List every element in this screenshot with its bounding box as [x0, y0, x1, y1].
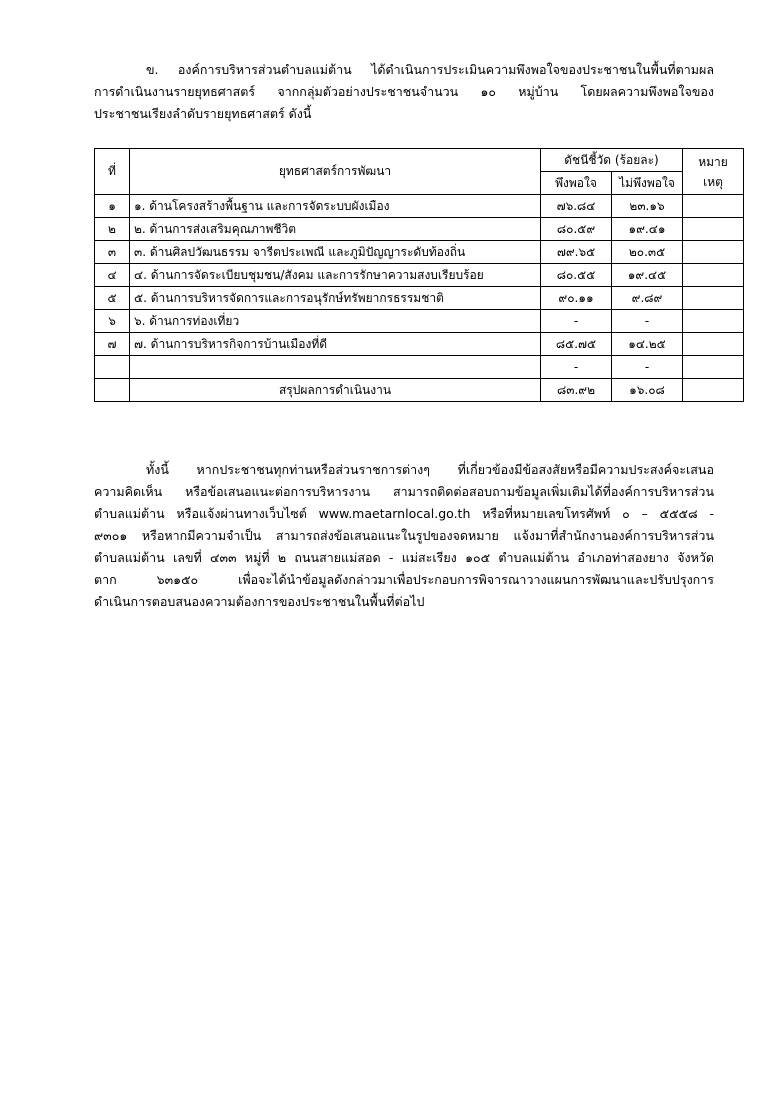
- row-no: ๖: [95, 310, 130, 333]
- table-row: [95, 264, 744, 287]
- row-strategy: [130, 356, 541, 379]
- row-note: [683, 241, 744, 264]
- closing-line: ดำเนินการตอบสนองความต้องการของประชาชนในพื้นที่ต่อไป: [94, 594, 425, 609]
- closing-line: ทั้งนี้ หากประชาชนทุกท่านหรือส่วนราชการต่างๆ ที่เกี่ยวข้องมีข้อสงสัยหรือมีความประสงค์จะเสนอ: [146, 462, 714, 477]
- header-strategy: ยุทธศาสตร์การพัฒนา: [130, 149, 541, 195]
- row-strategy: ๗. ด้านการบริหารกิจการบ้านเมืองที่ดี: [130, 333, 541, 356]
- row-unsatisfied: ๑๔.๒๕: [612, 333, 683, 356]
- row-satisfied: ๘๐.๕๕: [541, 264, 612, 287]
- intro-paragraph: [94, 59, 714, 125]
- intro-line: ข. องค์การบริหารส่วนตำบลแม่ต้าน ได้ดำเนินการประเมินความพึงพอใจของประชาชนในพื้นที่ตามผล: [146, 62, 714, 77]
- row-unsatisfied: -: [612, 310, 683, 333]
- summary-row: [95, 379, 744, 402]
- row-no: ๒: [95, 218, 130, 241]
- closing-line: ตำบลแม่ต้าน เลขที่ ๔๓๓ หมู่ที่ ๒ ถนนสายแม่สอด - แม่สะเรียง ๑๐๕ ตำบลแม่ต้าน อำเภอท่าสองยาง จังหวัด: [94, 550, 714, 565]
- summary-label: สรุปผลการดำเนินงาน: [130, 379, 541, 402]
- row-unsatisfied: ๒๓.๑๖: [612, 195, 683, 218]
- row-satisfied: ๙๐.๑๑: [541, 287, 612, 310]
- table-row: [95, 287, 744, 310]
- row-strategy: ๒. ด้านการส่งเสริมคุณภาพชีวิต: [130, 218, 541, 241]
- header-no: ที่: [95, 149, 130, 195]
- row-strategy: ๑. ด้านโครงสร้างพื้นฐาน และการจัดระบบผังเมือง: [130, 195, 541, 218]
- row-note: [683, 310, 744, 333]
- closing-line: ตาก ๖๓๑๕๐ เพื่อจะได้นำข้อมูลดังกล่าวมาเพื่อประกอบการพิจารณาวางแผนการพัฒนาและปรับปรุงการ: [94, 572, 714, 587]
- row-satisfied: -: [541, 356, 612, 379]
- table-row: [95, 218, 744, 241]
- table-row: [95, 241, 744, 264]
- row-no: [95, 356, 130, 379]
- row-no: ๑: [95, 195, 130, 218]
- row-strategy: ๓. ด้านศิลปวัฒนธรรม จารีตประเพณี และภูมิปัญญาระดับท้องถิ่น: [130, 241, 541, 264]
- table-row: [95, 195, 744, 218]
- table-row: [95, 333, 744, 356]
- row-satisfied: ๘๐.๕๙: [541, 218, 612, 241]
- table-row: [95, 310, 744, 333]
- row-satisfied: ๗๖.๘๔: [541, 195, 612, 218]
- summary-satisfied: ๘๓.๙๒: [541, 379, 612, 402]
- row-strategy: ๖. ด้านการท่องเที่ยว: [130, 310, 541, 333]
- row-unsatisfied: ๑๙.๔๕: [612, 264, 683, 287]
- row-strategy: ๕. ด้านการบริหารจัดการและการอนุรักษ์ทรัพยากรธรรมชาติ: [130, 287, 541, 310]
- intro-line: ประชาชนเรียงลำดับรายยุทธศาสตร์ ดังนี้: [94, 106, 312, 121]
- summary-unsatisfied: ๑๖.๐๘: [612, 379, 683, 402]
- row-no: ๕: [95, 287, 130, 310]
- header-indicator: ดัชนีชี้วัด (ร้อยละ): [541, 149, 683, 172]
- closing-line: ๙๓๐๑ หรือหากมีความจำเป็น สามารถส่งข้อเสนอแนะในรูปของจดหมาย แจ้งมาที่สำนักงานองค์การบริหารส่วน: [94, 528, 714, 543]
- summary-no: [95, 379, 130, 402]
- closing-line: ตำบลแม่ต้าน หรือแจ้งผ่านทางเว็บไซต์ www.maetarnlocal.go.th หรือที่หมายเลขโทรศัพท์ ๐ – ๕๕๕๘ -: [94, 506, 714, 521]
- row-no: ๗: [95, 333, 130, 356]
- row-no: ๓: [95, 241, 130, 264]
- row-note: [683, 195, 744, 218]
- row-note: [683, 287, 744, 310]
- satisfaction-table: [94, 148, 744, 402]
- closing-line: ความคิดเห็น หรือข้อเสนอแนะต่อการบริหารงาน สามารถติดต่อสอบถามข้อมูลเพิ่มเติมได้ที่องค์การบริหารส่วน: [94, 484, 714, 499]
- table-row: [95, 356, 744, 379]
- closing-paragraph: [94, 459, 714, 613]
- row-unsatisfied: ๒๐.๓๕: [612, 241, 683, 264]
- row-note: [683, 218, 744, 241]
- row-unsatisfied: ๙.๘๙: [612, 287, 683, 310]
- row-note: [683, 356, 744, 379]
- row-note: [683, 333, 744, 356]
- table-header-row: [95, 149, 744, 172]
- row-unsatisfied: -: [612, 356, 683, 379]
- row-note: [683, 264, 744, 287]
- row-satisfied: ๘๕.๗๕: [541, 333, 612, 356]
- row-unsatisfied: ๑๙.๔๑: [612, 218, 683, 241]
- header-unsatisfied: ไม่พึงพอใจ: [612, 172, 683, 195]
- row-no: ๔: [95, 264, 130, 287]
- row-satisfied: -: [541, 310, 612, 333]
- header-note: หมาย เหตุ: [683, 149, 744, 195]
- summary-note: [683, 379, 744, 402]
- header-satisfied: พึงพอใจ: [541, 172, 612, 195]
- intro-line: การดำเนินงานรายยุทธศาสตร์ จากกลุ่มตัวอย่างประชาชนจำนวน ๑๐ หมู่บ้าน โดยผลความพึงพอใจของ: [94, 84, 714, 99]
- row-strategy: ๔. ด้านการจัดระเบียบชุมชน/สังคม และการรักษาความสงบเรียบร้อย: [130, 264, 541, 287]
- row-satisfied: ๗๙.๖๕: [541, 241, 612, 264]
